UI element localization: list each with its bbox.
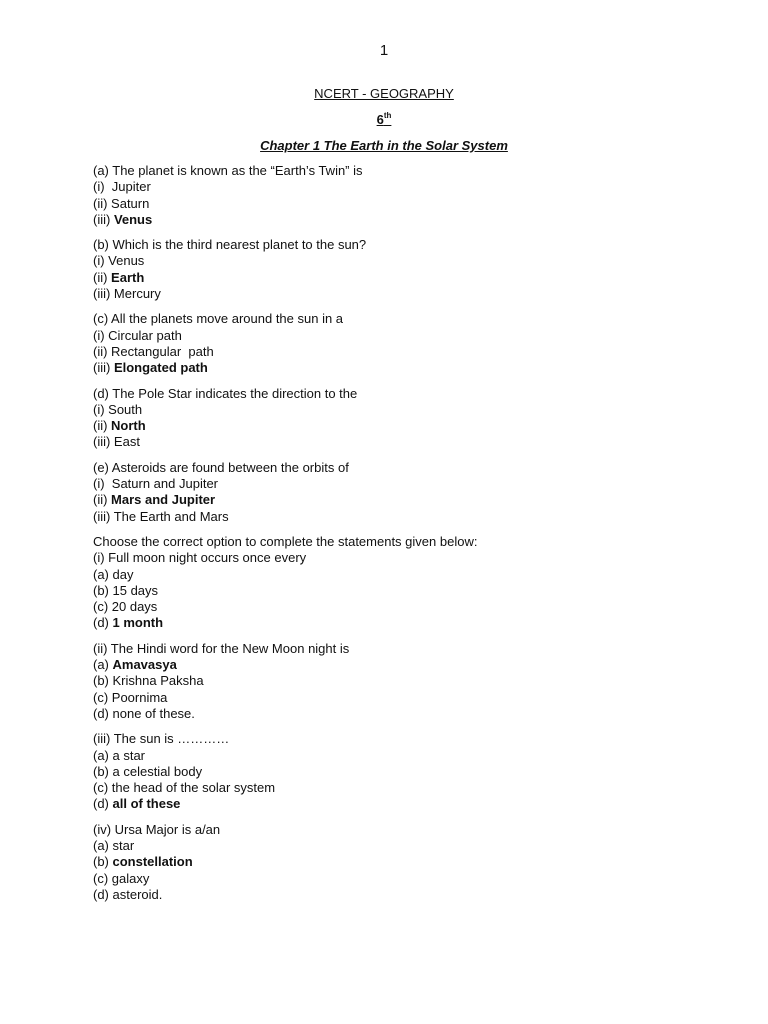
option-line: [93, 270, 693, 286]
line-text: (i) South: [93, 401, 143, 417]
line-text: (ii) Rectangular path: [93, 343, 214, 359]
line-text: (ii) The Hindi word for the New Moon night is: [93, 640, 350, 656]
option-line: [93, 212, 693, 228]
correct-answer: North: [111, 418, 146, 434]
option-line: [93, 179, 693, 195]
option-line: [93, 492, 693, 508]
line-text: (iv) Ursa Major is a/an: [93, 821, 221, 837]
question-text: [93, 641, 693, 657]
line-text: (d) The Pole Star indicates the direction to the: [93, 385, 358, 401]
question-text: [93, 460, 693, 476]
option-line: [93, 796, 693, 812]
question-block: [93, 534, 693, 632]
line-text: (b) a celestial body: [93, 763, 203, 779]
line-text: (a) The planet is known as the “Earth’s Twin” is: [93, 163, 363, 178]
option-line: [93, 887, 693, 903]
option-line: [93, 780, 693, 796]
option-line: [93, 360, 693, 376]
line-text: Choose the correct option to complete the statements given below:: [93, 533, 478, 549]
line-text: (i) Saturn and Jupiter: [93, 476, 219, 492]
option-line: [93, 748, 693, 764]
grade-heading: [0, 112, 768, 128]
option-line: [93, 706, 693, 722]
option-line: [93, 434, 693, 450]
question-text: [93, 386, 693, 402]
question-block: [93, 822, 693, 903]
option-line: [93, 838, 693, 854]
option-line: [93, 657, 693, 673]
line-text: (i) Circular path: [93, 327, 182, 343]
option-line: [93, 253, 693, 269]
line-text: (b) Which is the third nearest planet to the sun?: [93, 237, 367, 253]
correct-answer: Earth: [111, 269, 145, 285]
question-block: [93, 641, 693, 722]
correct-answer: Venus: [113, 211, 153, 227]
line-text: (iii): [93, 211, 114, 227]
question-block: [93, 311, 693, 376]
line-text: (iii): [93, 360, 114, 376]
line-text: (c) the head of the solar system: [93, 780, 276, 796]
line-text: (ii) Saturn: [93, 195, 150, 211]
chapter-title: Chapter 1 The Earth in the Solar System: [260, 138, 508, 153]
option-line: [93, 599, 693, 615]
line-text: (iii) East: [93, 434, 140, 450]
question-text: [93, 237, 693, 253]
line-text: (i) Venus: [93, 253, 145, 269]
line-text: (e) Asteroids are found between the orbits of: [93, 459, 349, 475]
line-text: (b) 15 days: [93, 582, 159, 598]
option-line: [93, 854, 693, 870]
correct-answer: all of these: [112, 796, 181, 812]
option-line: [93, 196, 693, 212]
document-title: NCERT - GEOGRAPHY: [314, 86, 454, 101]
line-text: (b): [93, 854, 113, 870]
line-text: (c) All the planets move around the sun in a: [93, 311, 344, 327]
option-line: [93, 583, 693, 599]
question-block: [93, 386, 693, 451]
option-line: [93, 402, 693, 418]
question-text: [93, 534, 693, 550]
question-block: [93, 460, 693, 525]
grade-number: 6: [376, 112, 384, 127]
line-text: (a) a star: [93, 747, 146, 763]
question-block: [93, 237, 693, 302]
line-text: (i) Full moon night occurs once every: [93, 550, 307, 566]
line-text: (a) star: [93, 837, 135, 853]
correct-answer: 1 month: [112, 615, 164, 631]
question-text: [93, 311, 693, 327]
line-text: (a) day: [93, 566, 134, 582]
line-text: (c) 20 days: [93, 599, 158, 615]
line-text: (ii): [93, 492, 112, 508]
page-number: 1: [379, 42, 389, 59]
option-line: [93, 871, 693, 887]
option-line: [93, 328, 693, 344]
option-line: [93, 550, 693, 566]
question-text: [93, 822, 693, 838]
option-line: [93, 344, 693, 360]
option-line: [93, 286, 693, 302]
line-text: (iii) The sun is …………: [93, 731, 230, 747]
option-line: [93, 690, 693, 706]
line-text: (b) Krishna Paksha: [93, 673, 204, 689]
line-text: (c) galaxy: [93, 870, 150, 886]
line-text: (i) Jupiter: [93, 179, 151, 195]
correct-answer: Elongated path: [113, 360, 208, 376]
option-line: [93, 764, 693, 780]
line-text: (ii): [93, 269, 112, 285]
line-text: (d): [93, 615, 113, 631]
correct-answer: Amavasya: [112, 657, 177, 673]
option-line: [93, 615, 693, 631]
line-text: (c) Poornima: [93, 689, 168, 705]
question-list: [93, 163, 693, 912]
question-text: [93, 731, 693, 747]
line-text: (ii): [93, 418, 112, 434]
option-line: [93, 673, 693, 689]
grade-suffix: th: [383, 111, 392, 120]
question-block: [93, 731, 693, 812]
line-text: (d) asteroid.: [93, 886, 163, 902]
option-line: [93, 509, 693, 525]
line-text: (iii) Mercury: [93, 286, 161, 302]
line-text: (iii) The Earth and Mars: [93, 508, 229, 524]
line-text: (d): [93, 796, 113, 812]
question-block: [93, 163, 693, 228]
question-text: [93, 163, 693, 179]
option-line: [93, 567, 693, 583]
option-line: [93, 418, 693, 434]
correct-answer: constellation: [112, 854, 193, 870]
line-text: (a): [93, 657, 113, 673]
line-text: (d) none of these.: [93, 705, 195, 721]
correct-answer: Mars and Jupiter: [111, 492, 216, 508]
option-line: [93, 476, 693, 492]
